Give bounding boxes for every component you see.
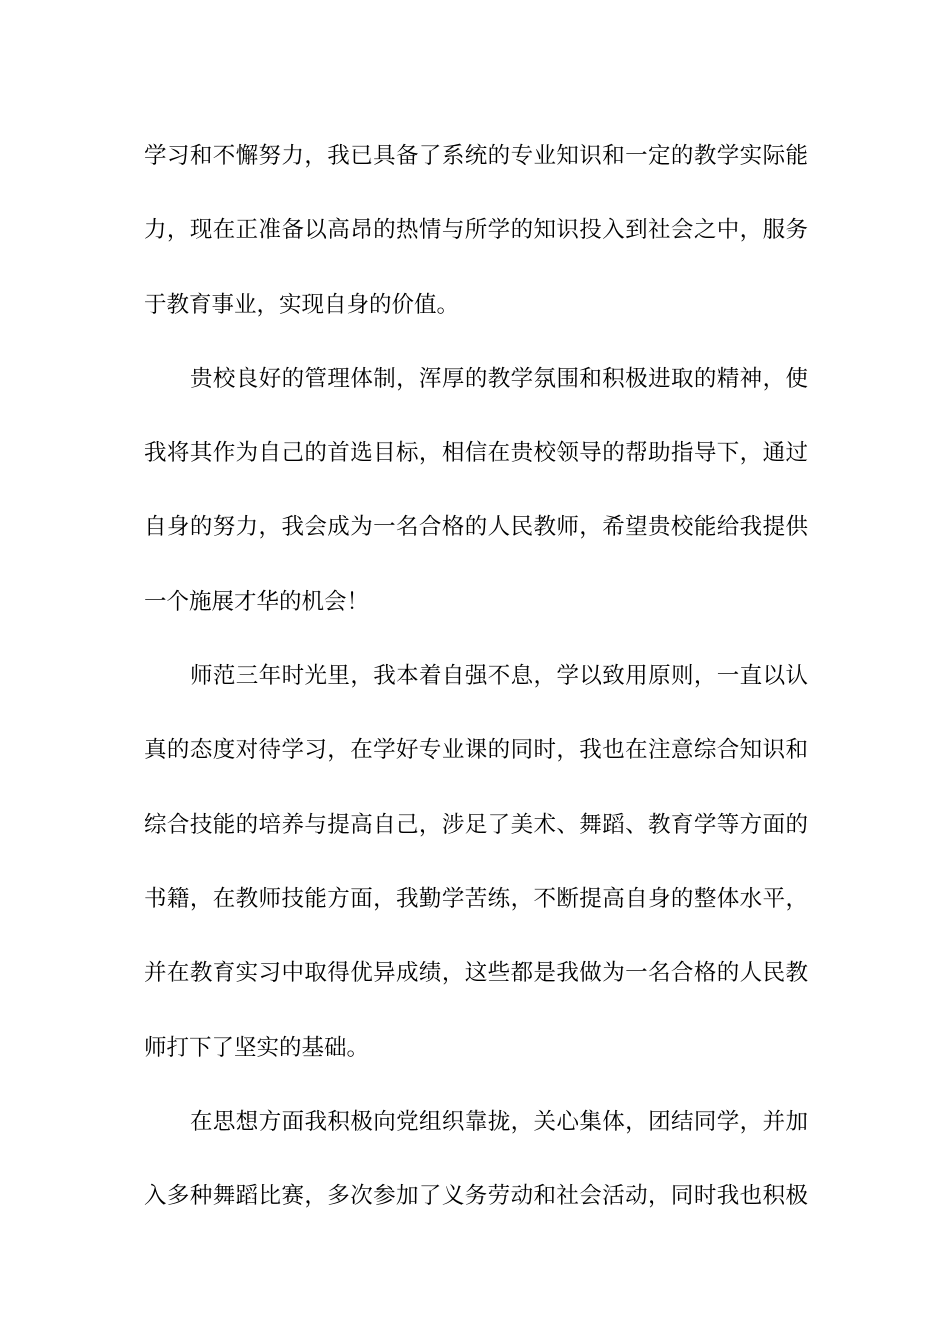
document-body — [144, 119, 808, 1233]
text-line: 书籍，在教师技能方面，我勤学苦练，不断提高自身的整体水平， — [144, 885, 808, 912]
paragraph-first-line: 在思想方面我积极向党组织靠拢，关心集体，团结同学，并加 — [190, 1108, 808, 1135]
text-line: 入多种舞蹈比赛，多次参加了义务劳动和社会活动，同时我也积极 — [144, 1183, 808, 1210]
text-line: 师打下了坚实的基础。 — [144, 1034, 370, 1061]
text-line: 真的态度对待学习，在学好专业课的同时，我也在注意综合知识和 — [144, 737, 808, 764]
text-line: 综合技能的培养与提高自己，涉足了美术、舞蹈、教育学等方面的 — [144, 811, 808, 838]
text-line: 学习和不懈努力，我已具备了系统的专业知识和一定的教学实际能 — [144, 143, 808, 169]
paragraph-first-line: 师范三年时光里，我本着自强不息，学以致用原则，一直以认 — [190, 663, 808, 690]
text-line: 我将其作为自己的首选目标，相信在贵校领导的帮助指导下，通过 — [144, 440, 808, 467]
text-line: 并在教育实习中取得优异成绩，这些都是我做为一名合格的人民教 — [144, 960, 808, 987]
text-line: 自身的努力，我会成为一名合格的人民教师，希望贵校能给我提供 — [144, 514, 808, 541]
text-line: 力，现在正准备以高昂的热情与所学的知识投入到社会之中，服务 — [144, 217, 808, 244]
text-line: 于教育事业，实现自身的价值。 — [144, 291, 460, 318]
paragraph-first-line: 贵校良好的管理体制，浑厚的教学氛围和积极进取的精神，使 — [190, 365, 808, 392]
text-line: 一个施展才华的机会！ — [144, 588, 370, 615]
